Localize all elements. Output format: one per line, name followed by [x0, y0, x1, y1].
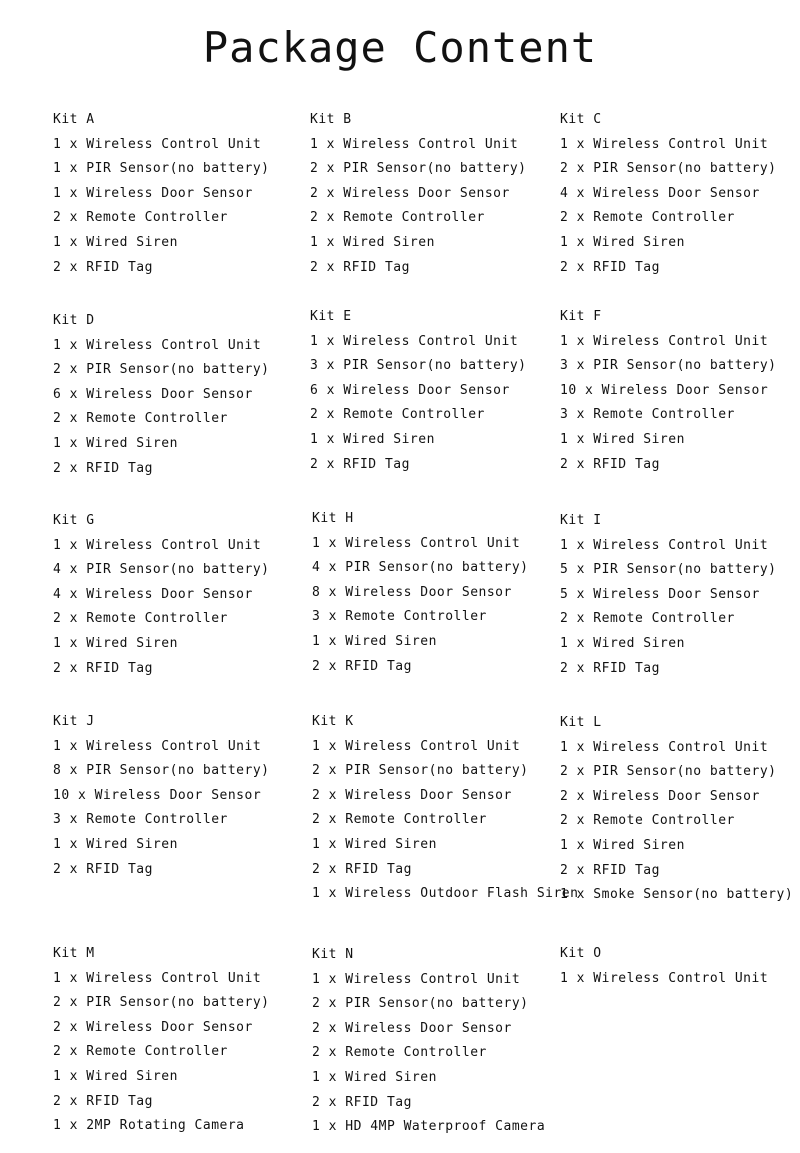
kit-name: Kit E [310, 309, 352, 324]
kit-item: 2 x RFID Tag [560, 660, 660, 676]
kit-item: 2 x Wireless Door Sensor [312, 1020, 512, 1036]
kit-item: 4 x PIR Sensor(no battery) [53, 562, 270, 578]
kit-item: 2 x RFID Tag [312, 1094, 412, 1110]
kit-item: 2 x PIR Sensor(no battery) [310, 161, 527, 177]
kit-item: 2 x Remote Controller [310, 407, 485, 423]
kit-item: 1 x Wired Siren [560, 234, 685, 250]
kit-item: 1 x Wired Siren [560, 635, 685, 651]
kit-block-kit-h [312, 507, 529, 679]
kit-item: 1 x Wireless Control Unit [310, 136, 519, 152]
kit-item: 2 x Wireless Door Sensor [312, 787, 512, 803]
kit-item: 3 x Remote Controller [312, 609, 487, 625]
kit-name: Kit N [312, 947, 354, 962]
kit-name: Kit H [312, 511, 354, 526]
kit-item: 1 x Wireless Outdoor Flash Siren [312, 886, 579, 902]
kit-item-list [310, 133, 527, 281]
kit-item: 10 x Wireless Door Sensor [560, 382, 769, 398]
kit-item: 1 x Wireless Control Unit [53, 738, 262, 754]
kit-item: 2 x RFID Tag [560, 862, 660, 878]
kit-item: 2 x PIR Sensor(no battery) [312, 996, 529, 1012]
kit-item: 2 x RFID Tag [312, 658, 412, 674]
kit-item: 2 x PIR Sensor(no battery) [560, 161, 777, 177]
kit-item: 1 x Wired Siren [53, 435, 178, 451]
kit-item: 1 x Wired Siren [312, 836, 437, 852]
kit-item: 6 x Wireless Door Sensor [53, 386, 253, 402]
kit-name: Kit I [560, 513, 602, 528]
kit-block-kit-a [53, 108, 270, 280]
kit-item: 1 x Wired Siren [312, 633, 437, 649]
kit-item: 3 x Remote Controller [53, 812, 228, 828]
kit-block-kit-k [312, 710, 578, 907]
kit-item: 2 x RFID Tag [560, 259, 660, 275]
kit-name: Kit B [310, 112, 352, 127]
kit-item: 2 x Wireless Door Sensor [560, 788, 760, 804]
kit-item: 1 x PIR Sensor(no battery) [53, 161, 270, 177]
kit-item: 1 x Wireless Control Unit [312, 535, 521, 551]
kit-item: 1 x Wireless Control Unit [560, 537, 769, 553]
kit-block-kit-e [310, 305, 527, 477]
kit-block-kit-b [310, 108, 527, 280]
kit-name: Kit J [53, 714, 95, 729]
kit-item: 1 x Wireless Control Unit [312, 738, 521, 754]
kit-item: 4 x Wireless Door Sensor [53, 586, 253, 602]
kit-item: 2 x Remote Controller [53, 1044, 228, 1060]
kit-name: Kit O [560, 946, 602, 961]
kit-item: 1 x Wired Siren [53, 234, 178, 250]
kit-block-kit-d [53, 309, 270, 481]
kit-item: 1 x Wired Siren [312, 1069, 437, 1085]
kit-item-list [560, 736, 793, 908]
kit-item: 1 x Wired Siren [53, 1068, 178, 1084]
kit-item: 2 x Wireless Door Sensor [310, 185, 510, 201]
kit-item: 1 x 2MP Rotating Camera [53, 1118, 245, 1134]
kit-item: 8 x Wireless Door Sensor [312, 584, 512, 600]
kit-name: Kit K [312, 714, 354, 729]
kit-item: 2 x RFID Tag [310, 259, 410, 275]
kit-item: 1 x Wireless Control Unit [310, 333, 519, 349]
kit-item: 2 x RFID Tag [53, 660, 153, 676]
kit-item: 8 x PIR Sensor(no battery) [53, 763, 270, 779]
kit-block-kit-l [560, 711, 793, 908]
kit-item: 2 x RFID Tag [560, 456, 660, 472]
kit-item: 5 x PIR Sensor(no battery) [560, 562, 777, 578]
kit-item: 2 x Remote Controller [312, 1045, 487, 1061]
kit-item: 2 x RFID Tag [53, 460, 153, 476]
kit-item-list [312, 532, 529, 680]
kit-item: 1 x HD 4MP Waterproof Camera [312, 1119, 546, 1135]
kit-name: Kit D [53, 313, 95, 328]
kit-item-list [53, 133, 270, 281]
kit-item: 1 x Wireless Door Sensor [53, 185, 253, 201]
kit-name: Kit F [560, 309, 602, 324]
kit-item: 1 x Wireless Control Unit [53, 337, 262, 353]
kit-item-list [560, 133, 777, 281]
kit-item: 1 x Wireless Control Unit [53, 970, 262, 986]
kit-item: 1 x Wireless Control Unit [560, 136, 769, 152]
kit-name: Kit L [560, 715, 602, 730]
kit-item: 1 x Wired Siren [560, 431, 685, 447]
kit-block-kit-n [312, 943, 545, 1140]
kit-item: 2 x RFID Tag [53, 1093, 153, 1109]
kit-item: 2 x Remote Controller [53, 210, 228, 226]
kit-item-list [310, 330, 527, 478]
kit-item: 1 x Wireless Control Unit [53, 136, 262, 152]
kit-item: 2 x RFID Tag [53, 861, 153, 877]
kit-item: 1 x Wireless Control Unit [312, 971, 521, 987]
kit-block-kit-m [53, 942, 270, 1139]
kit-item: 1 x Wireless Control Unit [560, 970, 769, 986]
kit-item: 5 x Wireless Door Sensor [560, 586, 760, 602]
kit-item: 2 x Remote Controller [560, 210, 735, 226]
kit-item: 2 x Remote Controller [53, 611, 228, 627]
kit-item-list [53, 534, 270, 682]
kit-item: 1 x Wireless Control Unit [53, 537, 262, 553]
kit-name: Kit M [53, 946, 95, 961]
kit-item: 2 x PIR Sensor(no battery) [312, 763, 529, 779]
kit-item-list [53, 967, 270, 1139]
kit-item: 2 x Remote Controller [560, 611, 735, 627]
kit-item: 2 x RFID Tag [310, 456, 410, 472]
kit-item: 10 x Wireless Door Sensor [53, 787, 262, 803]
kit-item: 2 x Remote Controller [312, 812, 487, 828]
kit-item-list [312, 735, 578, 907]
kit-item-list [53, 334, 270, 482]
kit-item: 4 x Wireless Door Sensor [560, 185, 760, 201]
kit-item-list [560, 534, 777, 682]
kit-item: 2 x RFID Tag [53, 259, 153, 275]
kit-item: 2 x PIR Sensor(no battery) [560, 764, 777, 780]
kit-item: 1 x Wired Siren [53, 836, 178, 852]
kit-item: 2 x PIR Sensor(no battery) [53, 362, 270, 378]
kit-item-list [560, 330, 777, 478]
kit-item-list [312, 968, 545, 1140]
kit-item-list [560, 967, 768, 992]
kit-item: 2 x Wireless Door Sensor [53, 1019, 253, 1035]
kit-item: 2 x Remote Controller [560, 813, 735, 829]
kit-item: 6 x Wireless Door Sensor [310, 382, 510, 398]
kit-block-kit-c [560, 108, 777, 280]
kit-block-kit-i [560, 509, 777, 681]
kit-item: 4 x PIR Sensor(no battery) [312, 560, 529, 576]
kit-item: 1 x Wired Siren [53, 635, 178, 651]
kit-block-kit-j [53, 710, 270, 882]
kit-block-kit-g [53, 509, 270, 681]
kit-item: 1 x Wired Siren [560, 837, 685, 853]
kit-block-kit-o [560, 942, 768, 991]
kit-item: 1 x Wireless Control Unit [560, 333, 769, 349]
kit-item: 3 x PIR Sensor(no battery) [560, 358, 777, 374]
kit-block-kit-f [560, 305, 777, 477]
kit-item: 1 x Wired Siren [310, 234, 435, 250]
kit-item: 1 x Smoke Sensor(no battery) [560, 887, 794, 903]
kit-item: 2 x Remote Controller [53, 411, 228, 427]
kit-name: Kit G [53, 513, 95, 528]
kit-name: Kit C [560, 112, 602, 127]
kit-item: 3 x Remote Controller [560, 407, 735, 423]
kit-item: 2 x Remote Controller [310, 210, 485, 226]
kit-item: 1 x Wireless Control Unit [560, 739, 769, 755]
kit-item: 2 x PIR Sensor(no battery) [53, 995, 270, 1011]
kit-item: 2 x RFID Tag [312, 861, 412, 877]
page-title: Package Content [202, 23, 598, 72]
kit-item-list [53, 735, 270, 883]
kit-name: Kit A [53, 112, 95, 127]
kit-item: 1 x Wired Siren [310, 431, 435, 447]
kit-item: 3 x PIR Sensor(no battery) [310, 358, 527, 374]
